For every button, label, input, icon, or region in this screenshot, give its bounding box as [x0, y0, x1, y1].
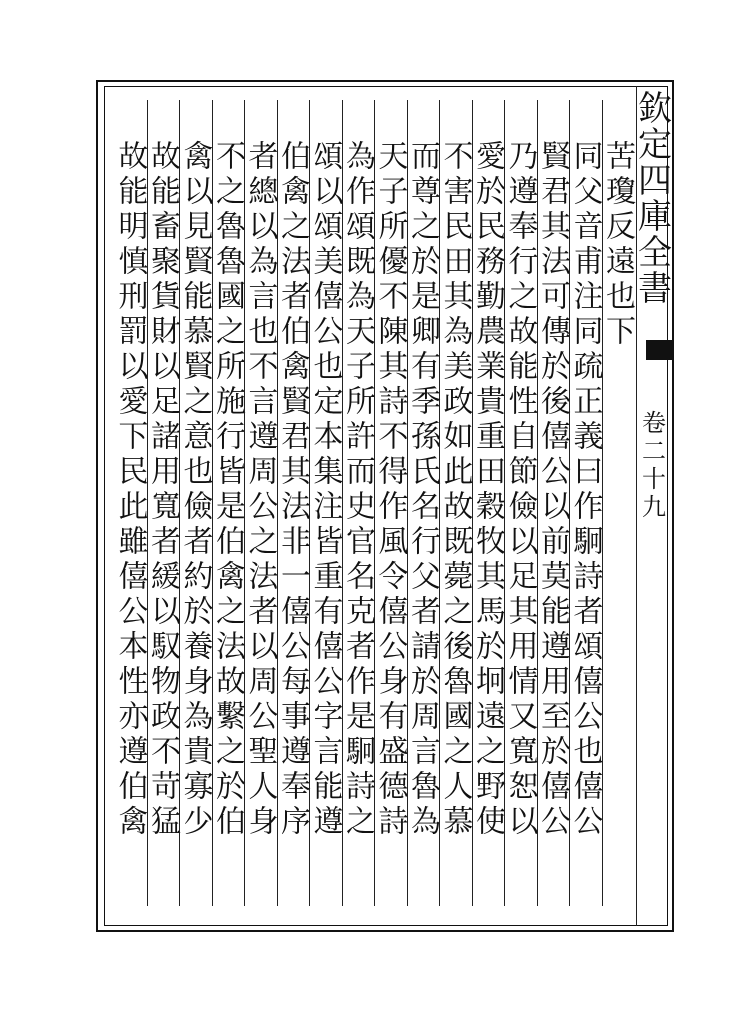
text-column	[600, 140, 634, 900]
column-divider	[472, 100, 473, 906]
column-text: 故能明慎刑罰以愛下民此雖僖公本性亦遵伯禽	[112, 140, 148, 840]
column-divider	[212, 100, 213, 906]
column-divider	[504, 100, 505, 906]
column-divider	[537, 100, 538, 906]
column-text: 者總以為言也不言遵周公之法者以周公聖人身	[242, 140, 278, 840]
column-divider	[602, 100, 603, 906]
column-text: 為作頌既為天子所許而史官名克者作是駉詩之	[340, 140, 375, 840]
column-divider	[439, 100, 440, 906]
column-text: 乃遵奉行之故能性自節儉以足其用情又寬恕以	[502, 140, 538, 840]
text-column	[340, 140, 374, 900]
column-text: 天子所優不陳其詩不得作風令僖公身有盛德詩	[372, 140, 408, 840]
text-column	[210, 140, 244, 900]
text-column	[405, 140, 439, 900]
column-divider	[147, 100, 148, 906]
book-title	[632, 90, 672, 306]
column-divider	[244, 100, 245, 906]
column-divider	[636, 86, 637, 926]
text-column	[275, 140, 309, 900]
column-text: 愛於民務勤農業貴重田穀牧其馬於坰遠之野使	[470, 140, 505, 840]
text-column	[178, 140, 212, 900]
column-divider	[309, 100, 310, 906]
volume-label	[636, 410, 668, 522]
column-divider	[569, 100, 570, 906]
column-text: 不之魯魯國之所施行皆是伯禽之法故繫之於伯	[210, 140, 245, 840]
text-column	[145, 140, 179, 900]
text-column	[113, 140, 147, 900]
column-text: 禽以見賢能慕賢之意也儉者約於養身為貴寡少	[177, 140, 213, 840]
volume-label-text: 卷二十九	[637, 410, 666, 522]
column-text: 賢君其法可傳於後僖公以前莫能遵用至於僖公	[535, 140, 570, 840]
text-column	[568, 140, 602, 900]
column-text: 而尊之於是卿有季孫氏名行父者請於周言魯為	[405, 140, 440, 840]
column-text: 伯禽之法者伯禽賢君其法非一僖公每事遵奉序	[275, 140, 310, 840]
column-divider	[179, 100, 180, 906]
book-title-text: 欽定四庫全書	[631, 90, 672, 306]
column-text: 不害民田其為美政如此故既薨之後魯國之人慕	[437, 140, 473, 840]
text-column	[373, 140, 407, 900]
column-divider	[407, 100, 408, 906]
text-column	[535, 140, 569, 900]
column-divider	[342, 100, 343, 906]
text-column	[438, 140, 472, 900]
column-divider	[277, 100, 278, 906]
header-black-bar	[646, 340, 672, 360]
text-column	[470, 140, 504, 900]
column-text: 苦瓊反遠也下	[600, 140, 635, 350]
column-divider	[374, 100, 375, 906]
column-text: 頌以頌美僖公也定本集注皆重有僖公字言能遵	[307, 140, 343, 840]
text-column	[308, 140, 342, 900]
text-column	[503, 140, 537, 900]
column-text: 故能畜聚貨財以足諸用寬者緩以馭物政不苛猛	[145, 140, 180, 840]
column-text: 同父音甫注同疏正義曰作駉詩者頌僖公也僖公	[567, 140, 603, 840]
text-column	[243, 140, 277, 900]
